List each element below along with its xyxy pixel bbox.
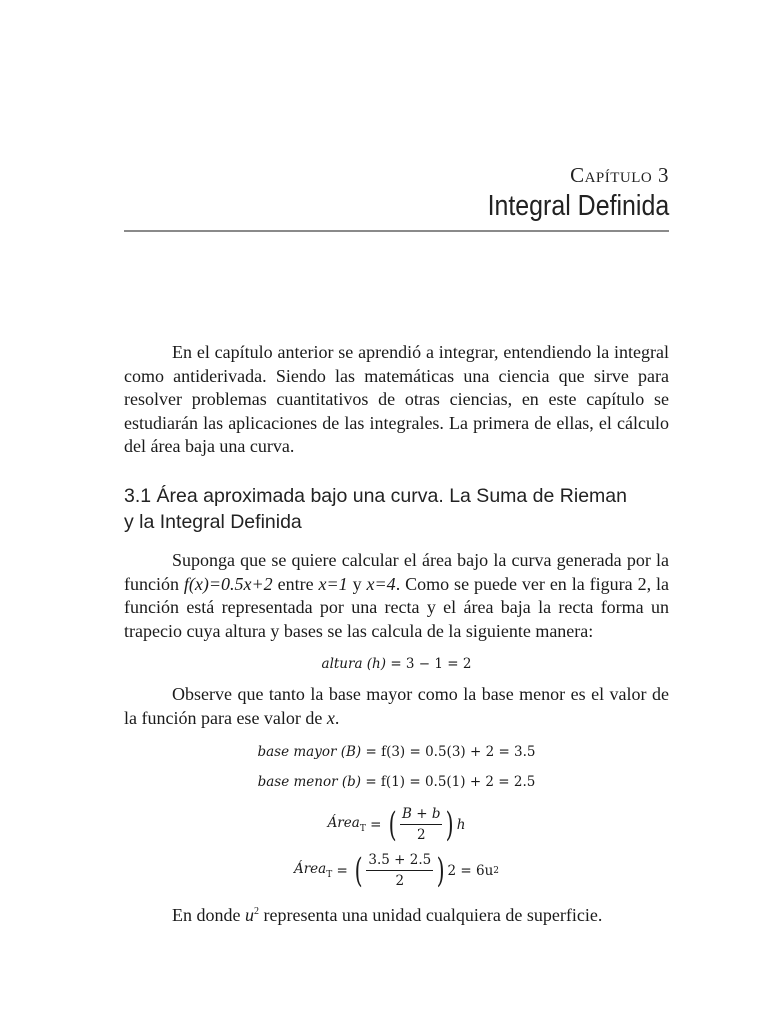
eq-altura-rhs: = 3 − 1 = 2	[386, 656, 472, 672]
eq-area1-subscript: T	[359, 824, 366, 834]
p2-text-1: Suponga que se quiere calcular el área bajo la curva generada por la función	[124, 550, 669, 594]
chapter-title: Integral Definida	[487, 190, 669, 222]
equation-area-result	[124, 852, 669, 889]
eq-base-mayor-lhs: base mayor (B)	[257, 744, 362, 760]
x-lower-limit: x=1	[318, 573, 348, 594]
p3-text-2: .	[334, 707, 340, 728]
eq-area2-equals: =	[332, 862, 353, 879]
fraction	[366, 852, 433, 889]
fraction	[400, 806, 442, 843]
p2-text-2: entre	[272, 573, 319, 594]
right-paren-icon: )	[446, 804, 455, 845]
left-paren-icon: (	[388, 804, 397, 845]
p2-text-4: . Como se puede ver en la figura 2, la función está representada por una recta y el área baja la recta forma un trapecio cuya altura y bases se las calcula de la siguiente manera:	[124, 573, 669, 641]
book-page	[124, 0, 669, 1024]
p4-text-1: En donde	[172, 905, 245, 925]
p3-text-1: Observe que tanto la base mayor como la base menor es el valor de la función para ese valor de	[124, 684, 669, 728]
section-title-line2: y la Integral Definida	[124, 511, 302, 533]
equation-area-formula	[124, 806, 669, 843]
p3-variable: x	[326, 707, 335, 728]
right-paren-icon: )	[436, 850, 445, 891]
chapter-divider	[124, 230, 669, 232]
section-title-line1: Área aproximada bajo una curva. La Suma de Rieman	[156, 485, 627, 507]
eq-area1-equals: =	[365, 816, 386, 833]
equation-altura	[124, 656, 669, 672]
unit-superscript: 2	[253, 906, 259, 917]
eq-area1-numerator: B + b	[400, 806, 442, 825]
chapter-label: Capítulo 3	[570, 163, 669, 187]
function-expression: f(x)=0.5x+2	[183, 573, 273, 594]
eq-area1-denominator: 2	[416, 827, 426, 843]
intro-paragraph: En el capítulo anterior se aprendió a integrar, entendiendo la integral como antiderivada. Siendo las matemáticas una ciencia que sirve para resolver problemas cuantitativos de otras ciencias, en este capítulo se estudiarán las aplicaciones de las integrales. La primera de ellas, el cálculo del área baja una curva.	[124, 342, 669, 456]
eq-base-mayor-rhs: = f(3) = 0.5(3) + 2 = 3.5	[361, 744, 536, 760]
eq-area2-numerator: 3.5 + 2.5	[366, 852, 433, 871]
equation-base-mayor	[124, 744, 669, 760]
eq-area2-area: Área	[293, 861, 327, 877]
p4-text-2: representa una unidad cualquiera de superficie.	[258, 905, 603, 925]
paragraph-bases	[124, 683, 669, 730]
section-number: 3.1	[124, 485, 152, 507]
eq-area2-superscript: 2	[493, 865, 500, 876]
left-paren-icon: (	[354, 850, 363, 891]
unit-variable: u	[244, 905, 254, 925]
eq-area1-tail: h	[456, 816, 466, 833]
paragraph-unidad	[124, 900, 669, 928]
eq-altura-lhs: altura (h)	[321, 656, 387, 672]
eq-area2-denominator: 2	[395, 873, 405, 889]
eq-area2-tail: 2 = 6u	[447, 862, 494, 879]
x-upper-limit: x=4	[366, 573, 396, 594]
eq-area2-subscript: T	[326, 870, 333, 880]
paragraph-trapecio	[124, 549, 669, 643]
eq-base-menor-rhs: = f(1) = 0.5(1) + 2 = 2.5	[361, 774, 536, 790]
p2-text-3: y	[347, 573, 367, 594]
eq-base-menor-lhs: base menor (b)	[257, 774, 362, 790]
section-heading	[124, 483, 669, 535]
equation-base-menor	[124, 774, 669, 790]
eq-area1-area: Área	[327, 815, 360, 831]
